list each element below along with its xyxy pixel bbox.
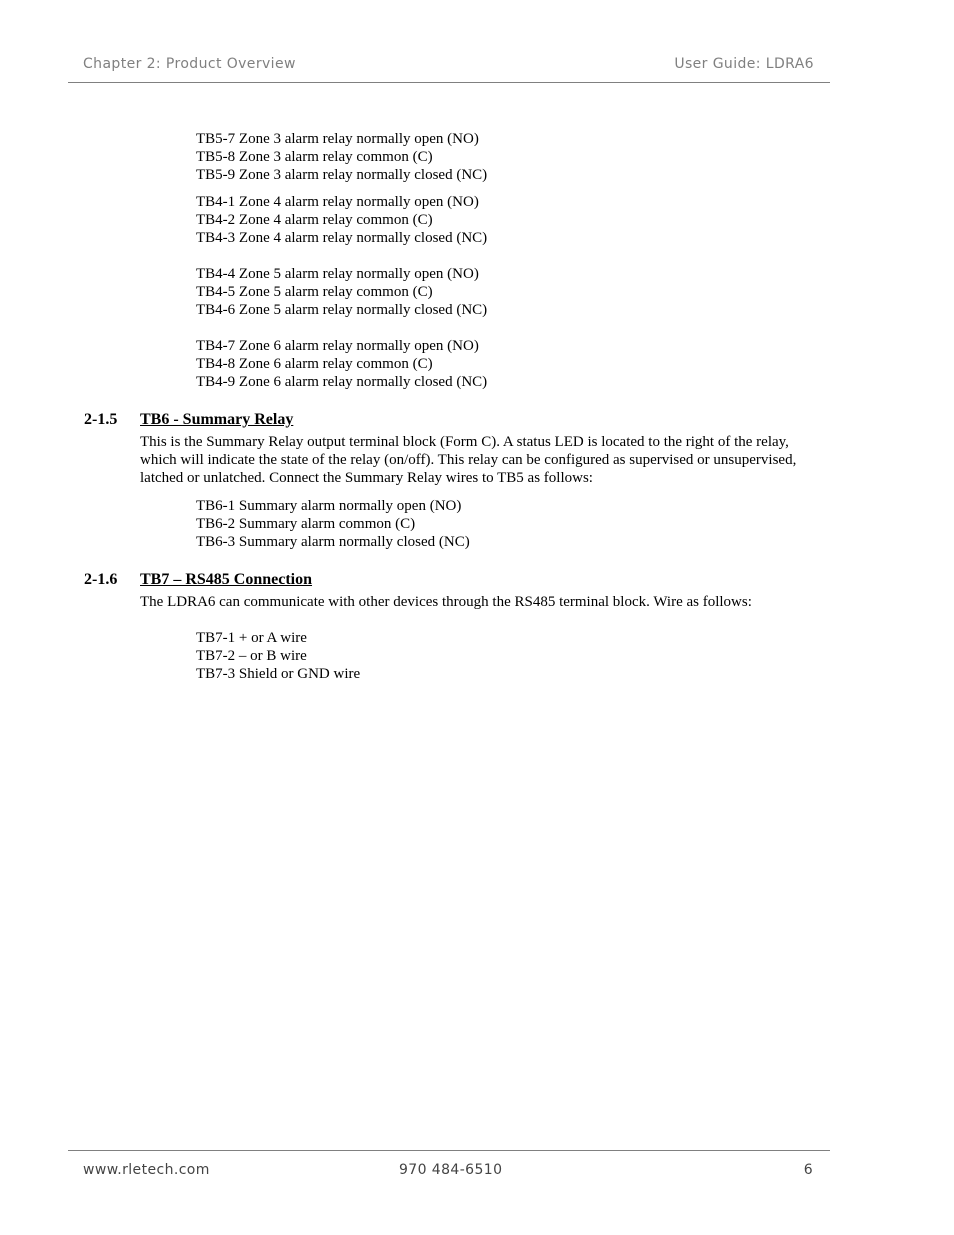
footer-phone: 970 484-6510 <box>399 1162 503 1178</box>
section-2-1-6-paragraph: The LDRA6 can communicate with other devices through the RS485 terminal block. Wire as follows: <box>140 594 752 610</box>
list-item: TB6-3 Summary alarm normally closed (NC) <box>196 534 470 550</box>
section-heading-2-1-5 <box>84 410 293 430</box>
list-item: TB5-8 Zone 3 alarm relay common (C) <box>196 149 433 165</box>
tb4-zone4-list <box>196 193 487 247</box>
list-item: TB4-7 Zone 6 alarm relay normally open (NO) <box>196 338 479 354</box>
list-item: TB7-3 Shield or GND wire <box>196 666 361 682</box>
tb6-summary-list <box>196 497 470 551</box>
list-item: TB4-5 Zone 5 alarm relay common (C) <box>196 284 433 300</box>
list-item: TB4-9 Zone 6 alarm relay normally closed (NC) <box>196 374 488 390</box>
section-2-1-5-paragraph: This is the Summary Relay output terminal block (Form C). A status LED is located to the right of the relay, which will indicate the state of the relay (on/off). This relay can be configured as supervised or unsupervised, latched or unlatched. Connect the Summary Relay wires to TB5 as follows: <box>140 434 797 486</box>
header-guide-title: User Guide: LDRA6 <box>674 56 814 72</box>
list-item: TB4-6 Zone 5 alarm relay normally closed (NC) <box>196 302 488 318</box>
page-number: 6 <box>803 1162 813 1178</box>
list-item: TB6-2 Summary alarm common (C) <box>196 516 416 532</box>
section-number: 2-1.5 <box>84 411 118 428</box>
section-title: TB6 - Summary Relay <box>140 411 294 428</box>
tb7-rs485-list <box>196 629 360 683</box>
tb5-zone3-list <box>196 130 487 184</box>
section-heading-2-1-6 <box>84 570 312 590</box>
section-number: 2-1.6 <box>84 571 118 588</box>
list-item: TB4-8 Zone 6 alarm relay common (C) <box>196 356 433 372</box>
page-header <box>68 56 830 83</box>
list-item: TB7-2 – or B wire <box>196 648 307 664</box>
section-title: TB7 – RS485 Connection <box>140 571 313 588</box>
list-item: TB5-9 Zone 3 alarm relay normally closed (NC) <box>196 167 488 183</box>
tb4-zone6-list <box>196 337 487 391</box>
list-item: TB5-7 Zone 3 alarm relay normally open (NO) <box>196 131 479 147</box>
header-chapter: Chapter 2: Product Overview <box>83 56 296 72</box>
list-item: TB6-1 Summary alarm normally open (NO) <box>196 498 462 514</box>
list-item: TB4-2 Zone 4 alarm relay common (C) <box>196 212 433 228</box>
footer-website: www.rletech.com <box>83 1162 210 1178</box>
tb4-zone5-list <box>196 265 487 319</box>
page-footer <box>68 1150 830 1178</box>
list-item: TB4-1 Zone 4 alarm relay normally open (NO) <box>196 194 479 210</box>
list-item: TB7-1 + or A wire <box>196 630 307 646</box>
list-item: TB4-4 Zone 5 alarm relay normally open (NO) <box>196 266 479 282</box>
list-item: TB4-3 Zone 4 alarm relay normally closed (NC) <box>196 230 488 246</box>
